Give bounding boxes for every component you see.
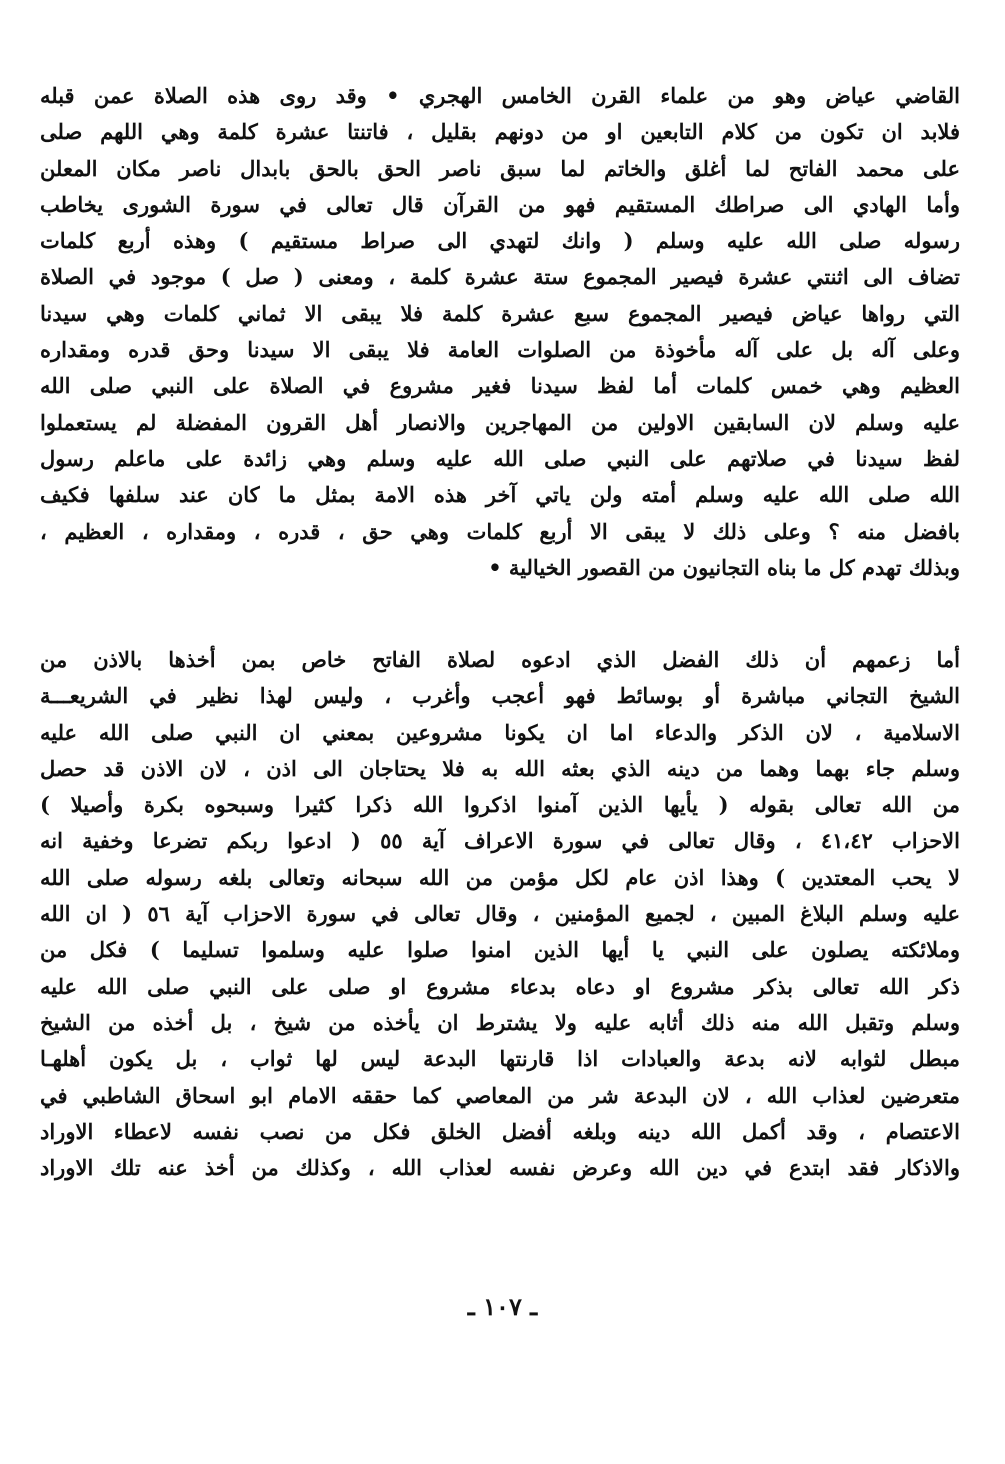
- text-line: وبذلك تهدم كل ما بناه التجانيون من القصور الخيالية •: [488, 554, 960, 580]
- text-line: التي رواها عياض فيصير المجموع سبع عشرة كلمة فلا يبقى الا ثماني كلمات وهي سيدنا: [40, 300, 960, 326]
- text-line: لفظ سيدنا في صلاتهم على النبي صلى الله عليه وسلم وهي زائدة على ماعلم رسول: [40, 445, 960, 471]
- text-line: الاسلامية ، لان الذكر والدعاء اما ان يكونا مشروعين بمعني ان النبي صلى الله عليه: [40, 719, 960, 745]
- text-line: بافضل منه ؟ وعلى ذلك لا يبقى الا أربع كلمات وهي حق ، قدره ، ومقداره ، العظيم ،: [40, 518, 960, 544]
- text-line: فلابد ان تكون من كلام التابعين او من دونهم بقليل ، فاتنتا عشرة كلمة وهي اللهم صلى: [40, 119, 960, 145]
- page-number: ـ ١٠٧ ـ: [467, 1292, 538, 1321]
- text-line: الاعتصام ، وقد أكمل الله دينه وبلغه أفضل الخلق فكل من نصب نفسه لاعطاء الاوراد: [40, 1118, 960, 1144]
- text-line: الشيخ التجاني مباشرة أو بوسائط فهو أعجب وأغرب ، وليس لهذا نظير في الشريعـــة: [40, 683, 960, 709]
- text-line: لا يحب المعتدين ) وهذا اذن عام لكل مؤمن من الله سبحانه وتعالى بلغه رسوله صلى الله: [40, 864, 960, 890]
- text-line: أما زعمهم أن ذلك الفضل الذي ادعوه لصلاة الفاتح خاص بمن أخذها بالاذن من: [40, 647, 960, 672]
- text-line: وعلى آله بل على آله مأخوذة من الصلوات العامة فلا يبقى الا سيدنا وحق قدره ومقداره: [40, 337, 960, 363]
- text-line: تضاف الى اثنتي عشرة فيصير المجموع ستة عشرة كلمة ، ومعنى ( صل ) موجود في الصلاة: [40, 264, 960, 290]
- text-line: القاضي عياض وهو من علماء القرن الخامس الهجري • وقد روى هذه الصلاة عمن قبله: [40, 83, 960, 108]
- text-line: وملائكته يصلون على النبي يا أيها الذين امنوا صلوا عليه وسلموا تسليما ) فكل من: [40, 937, 960, 963]
- paragraph-1: [40, 78, 960, 586]
- text-line: والاذكار فقد ابتدع في دين الله وعرض نفسه لعذاب الله ، وكذلك من أخذ عنه تلك الاوراد: [40, 1155, 960, 1181]
- text-line: العظيم وهي خمس كلمات أما لفظ سيدنا فغير مشروع في الصلاة على النبي صلى الله: [40, 373, 960, 399]
- text-line: الاحزاب ٤١،٤٢ ، وقال تعالى في سورة الاعراف آية ٥٥ ( ادعوا ربكم تضرعا وخفية انه: [40, 828, 960, 854]
- text-line: عليه وسلم لان السابقين الاولين من المهاجرين والانصار أهل القرون المفضلة لم يستعملوا: [40, 409, 960, 435]
- text-line: رسوله صلى الله عليه وسلم ( وانك لتهدي الى صراط مستقيم ) وهذه أربع كلمات: [40, 228, 960, 254]
- text-line: عليه وسلم البلاغ المبين ، لجميع المؤمنين ، وقال تعالى في سورة الاحزاب آية ٥٦ ( ان الله: [40, 901, 960, 927]
- text-line: ذكر الله تعالى بذكر مشروع او دعاه بدعاء مشروع او صلى على النبي صلى الله عليه: [40, 973, 960, 999]
- text-line: من الله تعالى بقوله ( يأيها الذين آمنوا اذكروا الله ذكرا كثيرا وسبحوه بكرة وأصيلا ): [40, 792, 960, 818]
- text-line: وسلم جاء بهما وهما من دينه الذي بعثه الله به فلا يحتاجان الى اذن ، لان الاذن قد حصل: [40, 755, 960, 781]
- text-line: وسلم وتقبل الله منه ذلك أثابه عليه ولا يشترط ان يأخذه من شيخ ، بل أخذه من الشيخ: [40, 1009, 960, 1035]
- text-line: على محمد الفاتح لما أغلق والخاتم لما سبق ناصر الحق بالحق بابدال ناصر مكان المعلن: [40, 155, 960, 181]
- text-line: الله صلى الله عليه وسلم أمته ولن ياتي آخر هذه الامة بمثل ما كان عند سلفها فكيف: [40, 482, 960, 508]
- text-line: متعرضين لعذاب الله ، لان البدعة شر من المعاصي كما حققه الامام ابو اسحاق الشاطبي في: [40, 1082, 960, 1108]
- text-line: وأما الهادي الى صراطك المستقيم فهو من القرآن قال تعالى في سورة الشورى يخاطب: [40, 191, 960, 217]
- text-line: مبطل لثوابه لانه بدعة والعبادات اذا قارنتها البدعة ليس لها ثواب ، بل يكون أهلهـا: [40, 1046, 960, 1072]
- paragraph-2: [40, 642, 960, 1186]
